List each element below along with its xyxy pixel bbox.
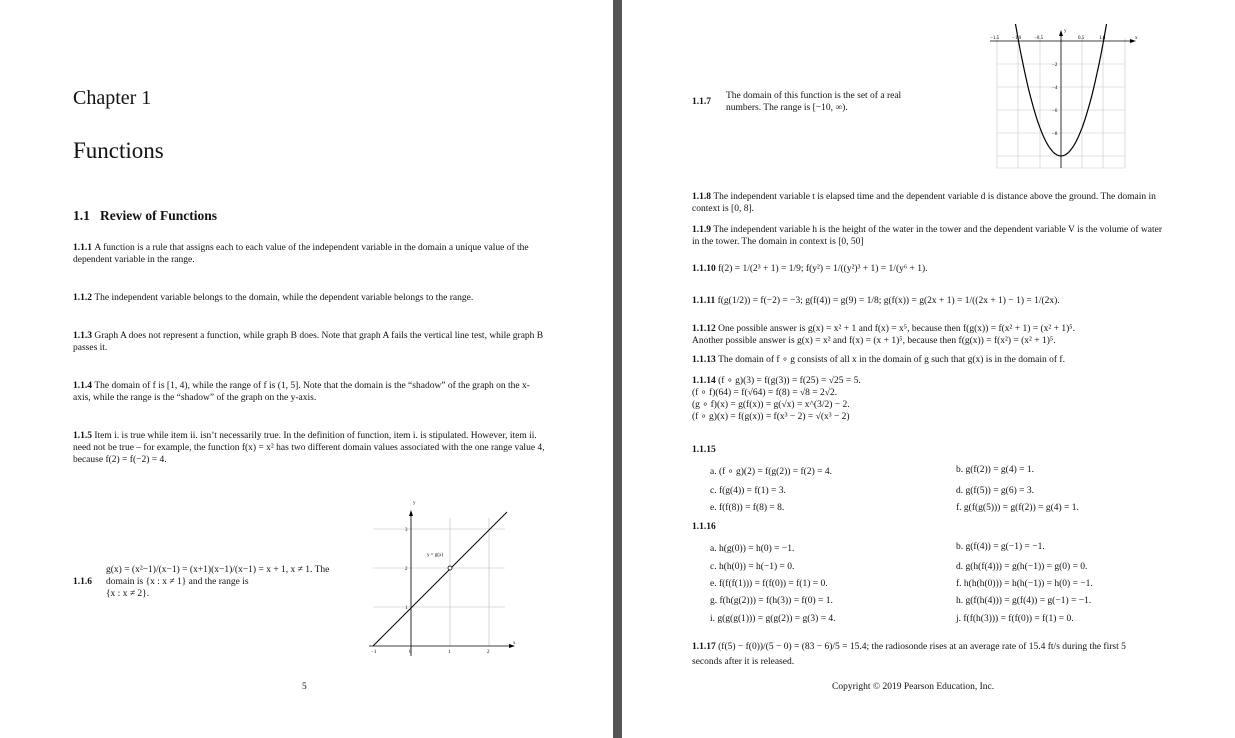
exercise-1-1-16-part: e. f(f(f(1))) = f(f(0)) = f(1) = 0. <box>710 579 828 589</box>
exercise-1-1-17-line1: 1.1.17 (f(5) − f(0))/(5 − 0) = (83 − 6)/5 = 15.4; the radiosonde rises at an average rate of 15.4 ft/s during the first 5 <box>692 642 1126 652</box>
exercise-1-1-12-line2: Another possible answer is g(x) = x² and f(x) = (x + 1)⁵, because then f(g(x)) = f(x²) = (x² + 1)⁵. <box>692 336 1056 346</box>
exercise-1-1-16-part: c. h(h(0)) = h(−1) = 0. <box>710 562 795 572</box>
exercise-1-1-16-part: i. g(g(g(1))) = g(g(2)) = g(3) = 4. <box>710 614 836 624</box>
exercise-1-1-16-part: b. g(f(4)) = g(−1) = −1. <box>956 542 1045 552</box>
exercise-1-1-12-line1: 1.1.12 One possible answer is g(x) = x² + 1 and f(x) = x⁵, because then f(g(x)) = f(x² + 1) = (x² + 1)⁵. <box>692 324 1075 334</box>
x-tick-label: 2 <box>487 650 490 655</box>
open-point-marker <box>448 566 452 570</box>
x-tick-label: 1.0 <box>1099 36 1106 41</box>
graph-g-of-x <box>365 498 525 658</box>
exercise-1-1-16-part: f. h(h(h(0))) = h(h(−1)) = h(0) = −1. <box>956 579 1093 589</box>
exercise-1-1-17-line2: seconds after it is released. <box>692 657 795 667</box>
exercise-1-1-15-number: 1.1.15 <box>692 445 716 455</box>
chapter-label: Chapter 1 <box>73 87 152 109</box>
x-tick-label: −1 <box>371 650 377 655</box>
y-axis-label: y <box>413 501 416 506</box>
exercise-1-1-11: 1.1.11 f(g(1/2)) = f(−2) = −3; g(f(4)) = g(9) = 1/8; g(f(x)) = g(2x + 1) = 1/((2x + 1) − 1) = 1/(2x). <box>692 296 1060 306</box>
exercise-1-1-14-line1: 1.1.14 (f ∘ g)(3) = f(g(3)) = f(25) = √25 = 5. <box>692 376 861 386</box>
exercise-1-1-13: 1.1.13 The domain of f ∘ g consists of all x in the domain of g such that g(x) is in the domain of f. <box>692 355 1065 365</box>
exercise-1-1-16-part: d. g(h(f(4))) = g(h(−1)) = g(0) = 0. <box>956 562 1088 572</box>
right-page <box>622 0 1235 738</box>
exercise-1-1-2: 1.1.2 The independent variable belongs to the domain, while the dependent variable belongs to the range. <box>73 293 474 303</box>
exercise-1-1-15-part: f. g(f(g(5))) = g(f(2)) = g(4) = 1. <box>956 503 1079 513</box>
y-tick-label: −2 <box>1052 63 1058 68</box>
x-tick-label: −0.5 <box>1034 36 1044 41</box>
y-axis-label: y <box>1064 29 1067 34</box>
exercise-1-1-14-line3: (g ∘ f)(x) = g(f(x)) = g(√x) = x^(3/2) − 2. <box>692 400 850 410</box>
exercise-1-1-10: 1.1.10 f(2) = 1/(2³ + 1) = 1/9; f(y²) = 1/((y²)³ + 1) = 1/(y⁶ + 1). <box>692 264 928 274</box>
chapter-title: Functions <box>73 138 164 163</box>
y-tick-label: −8 <box>1052 132 1058 137</box>
exercise-1-1-6-line1: g(x) = (x²−1)/(x−1) = (x+1)(x−1)/(x−1) = x + 1, x ≠ 1. The <box>106 565 330 575</box>
x-tick-label: 1 <box>448 650 451 655</box>
exercise-1-1-16-part: a. h(g(0)) = h(0) = −1. <box>710 544 795 554</box>
page-number: 5 <box>302 682 307 692</box>
x-tick-label: 0.5 <box>1078 36 1085 41</box>
exercise-1-1-15-part: c. f(g(4)) = f(1) = 3. <box>710 486 786 496</box>
exercise-1-1-1: 1.1.1 A function is a rule that assigns each to each value of the independent variable in the domain a unique value of the dependent variable in the range. <box>73 243 529 265</box>
exercise-1-1-14-line4: (f ∘ g)(x) = f(g(x)) = f(x³ − 2) = √(x³ − 2) <box>692 412 850 422</box>
x-tick-label: −1.0 <box>1012 36 1022 41</box>
exercise-1-1-15-part: a. (f ∘ g)(2) = f(g(2)) = f(2) = 4. <box>710 467 832 477</box>
x-tick-label: 0 <box>409 650 412 655</box>
exercise-1-1-16-part: h. g(f(h(4))) = g(f(4)) = g(−1) = −1. <box>956 596 1092 606</box>
section-heading <box>73 208 217 224</box>
exercise-1-1-15-part: d. g(f(5)) = g(6) = 3. <box>956 486 1034 496</box>
exercise-1-1-15-part: e. f(f(8)) = f(8) = 8. <box>710 503 785 513</box>
exercise-1-1-15-part: b. g(f(2)) = g(4) = 1. <box>956 465 1034 475</box>
x-axis-label: x <box>513 641 516 646</box>
y-tick-label: −4 <box>1052 86 1058 91</box>
exercise-1-1-14-line2: (f ∘ f)(64) = f(√64) = f(8) = √8 = 2√2. <box>692 388 838 398</box>
curve-label: y = g(x) <box>427 553 444 558</box>
copyright-notice: Copyright © 2019 Pearson Education, Inc. <box>832 682 995 692</box>
exercise-1-1-16-number: 1.1.16 <box>692 522 716 532</box>
exercise-1-1-6-number: 1.1.6 <box>73 577 92 587</box>
x-axis-label: x <box>1135 36 1138 41</box>
section-title: Review of Functions <box>100 208 217 223</box>
y-tick-label: 3 <box>405 528 408 533</box>
exercise-1-1-4: 1.1.4 The domain of f is [1, 4), while the range of f is (1, 5]. Note that the domain is the “shadow” of the graph on the x-axis, while the range is the “shadow” of the graph on the y-axis. <box>73 381 530 403</box>
exercise-1-1-8: 1.1.8 The independent variable t is elapsed time and the dependent variable d is distance above the ground. The domain in context is [0, 8]. <box>692 192 1156 214</box>
exercise-1-1-16-part: j. f(f(h(3))) = f(f(0)) = f(1) = 0. <box>956 614 1074 624</box>
exercise-1-1-6-line2: domain is {x : x ≠ 1} and the range is <box>106 577 249 587</box>
section-number: 1.1 <box>73 208 90 223</box>
exercise-1-1-16-part: g. f(h(g(2))) = f(h(3)) = f(0) = 1. <box>710 596 833 606</box>
y-tick-label: 2 <box>405 567 408 572</box>
left-page <box>0 0 613 738</box>
exercise-1-1-7-line2: numbers. The range is [−10, ∞). <box>726 103 848 113</box>
y-axis-arrow-icon <box>409 510 413 516</box>
graph-curve <box>373 512 507 646</box>
exercise-1-1-7-number: 1.1.7 <box>692 97 711 107</box>
exercise-1-1-7-line1: The domain of this function is the set of a real <box>726 91 902 101</box>
y-axis-arrow-icon <box>1059 30 1063 36</box>
exercise-1-1-3: 1.1.3 Graph A does not represent a function, while graph B does. Note that graph A fails the vertical line test, while graph B passes it. <box>73 331 544 353</box>
x-tick-label: −1.5 <box>990 36 1000 41</box>
y-tick-label: 1 <box>405 606 408 611</box>
y-tick-label: −6 <box>1052 109 1058 114</box>
graph-parabola <box>984 24 1144 170</box>
exercise-1-1-9: 1.1.9 The independent variable h is the height of the water in the tower and the dependent variable V is the volume of water in the tower. The domain in context is [0, 50] <box>692 225 1163 247</box>
exercise-1-1-6-line3: {x : x ≠ 2}. <box>106 589 150 599</box>
exercise-1-1-5: 1.1.5 Item i. is true while item ii. isn’t necessarily true. In the definition of function, item i. is stipulated. However, item ii. need not be true – for example, the function f(x) = x² has two different domain values associated with the one range value 4, because f(2) = f(−2) = 4. <box>73 431 545 465</box>
